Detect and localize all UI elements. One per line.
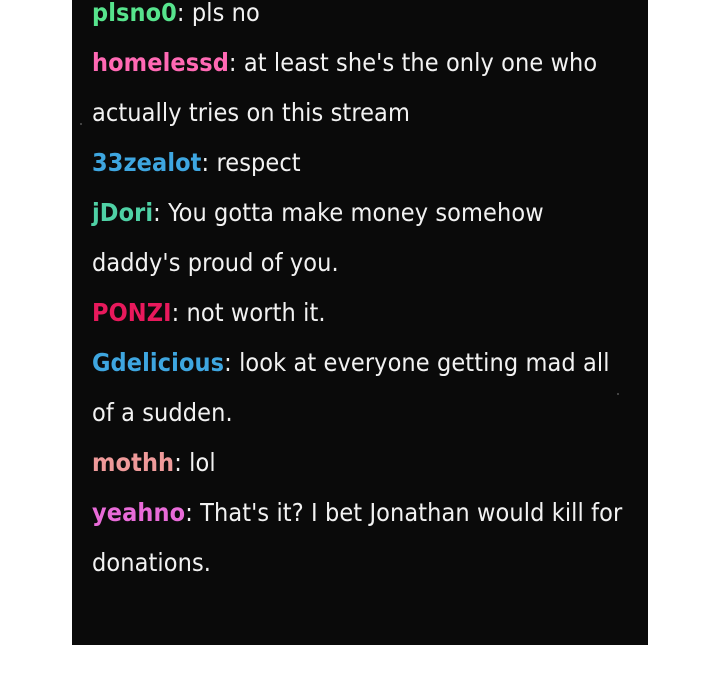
chat-username[interactable]: jDori (92, 198, 154, 227)
chat-username[interactable]: mothh (92, 448, 175, 477)
chat-message (92, 438, 628, 488)
chat-username[interactable]: 33zealot (92, 148, 202, 177)
chat-username[interactable]: plsno0 (92, 0, 177, 27)
chat-message (92, 188, 628, 288)
chat-text: You gotta make money somehow daddy's proud of you. (92, 198, 544, 277)
chat-separator: : (171, 298, 180, 327)
chat-separator: : (153, 198, 161, 227)
chat-message (92, 138, 628, 188)
chat-separator: : (176, 0, 185, 27)
chat-text: pls no (191, 0, 260, 27)
chat-separator: : (185, 498, 193, 527)
chat-separator: : (224, 348, 232, 377)
chat-username[interactable]: Gdelicious (92, 348, 225, 377)
noise-speck (80, 123, 82, 125)
chat-panel[interactable] (72, 0, 648, 645)
chat-separator: : (174, 448, 182, 477)
chat-message (92, 0, 628, 38)
chat-text: at least she's the only one who actually tries on this stream (92, 48, 598, 127)
chat-message (92, 488, 628, 588)
chat-text: That's it? I bet Jonathan would kill for donations. (92, 498, 623, 577)
chat-username[interactable]: homelessd (92, 48, 229, 77)
noise-speck (617, 393, 619, 395)
chat-separator: : (228, 48, 237, 77)
chat-message-list (92, 0, 628, 588)
chat-text: look at everyone getting mad all of a sudden. (92, 348, 610, 427)
chat-message (92, 38, 628, 138)
chat-text: respect (216, 148, 301, 177)
chat-username[interactable]: PONZI (92, 298, 172, 327)
chat-text: lol (189, 448, 216, 477)
chat-username[interactable]: yeahno (92, 498, 186, 527)
chat-message (92, 338, 628, 438)
chat-text: not worth it. (186, 298, 326, 327)
chat-message (92, 288, 628, 338)
chat-separator: : (201, 148, 210, 177)
